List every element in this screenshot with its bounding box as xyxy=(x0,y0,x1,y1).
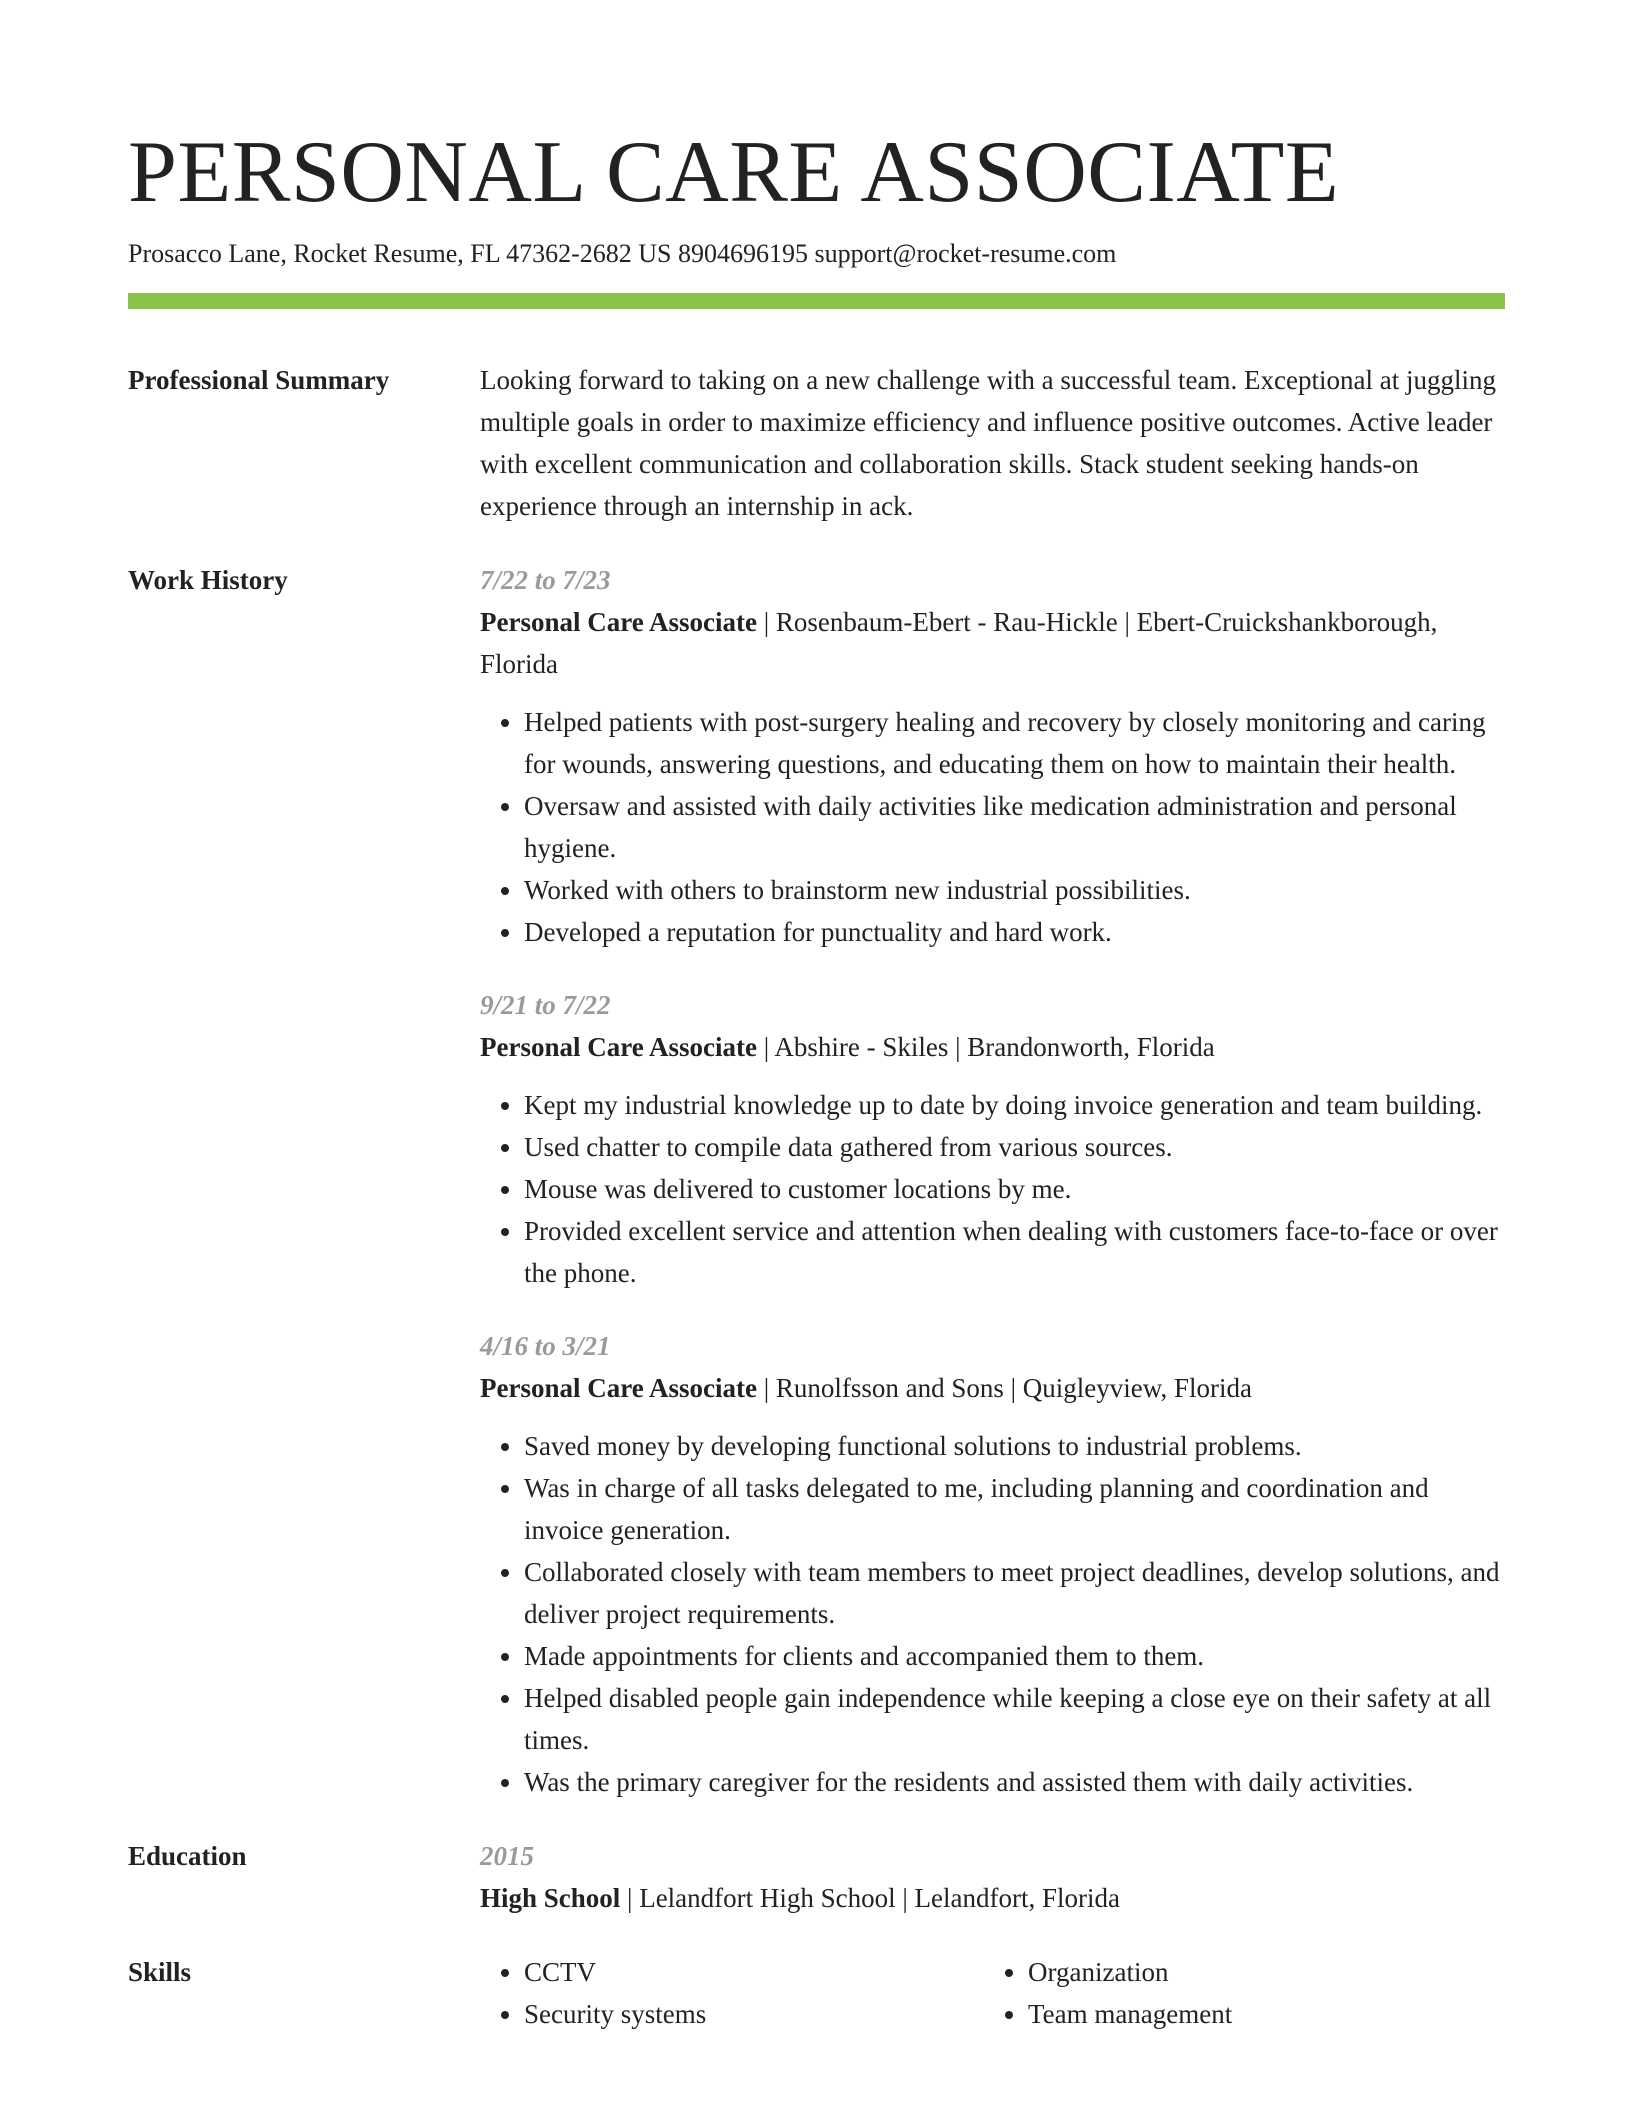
section-title-skills: Skills xyxy=(128,1957,192,1987)
job-heading xyxy=(480,601,1505,685)
education-section xyxy=(128,1835,1505,1919)
skill-item: • Organization xyxy=(1028,1951,1488,1993)
accent-divider xyxy=(128,293,1505,309)
education-degree: High School xyxy=(480,1883,621,1913)
skills-column xyxy=(480,1951,984,2035)
work-history-section xyxy=(128,559,1505,1803)
skills-section xyxy=(128,1951,1505,2035)
job-bullet: • Collaborated closely with team members to meet project deadlines, develop solutions, and deliver project requirements. xyxy=(524,1551,1505,1635)
skills-grid xyxy=(480,1951,1505,2035)
education-year: 2015 xyxy=(480,1841,534,1871)
summary-section xyxy=(128,359,1505,527)
section-title-education: Education xyxy=(128,1841,247,1871)
job-dates: 4/16 to 3/21 xyxy=(480,1331,611,1361)
job-bullet: • Helped disabled people gain independence while keeping a close eye on their safety at all times. xyxy=(524,1677,1505,1761)
job-title: Personal Care Associate xyxy=(480,1373,757,1403)
job-bullets xyxy=(480,1084,1505,1294)
skills-body xyxy=(480,1951,1505,2035)
job-entry xyxy=(480,1325,1505,1803)
job-bullet: • Oversaw and assisted with daily activities like medication administration and personal hygiene. xyxy=(524,785,1505,869)
job-details: | Rosenbaum-Ebert - Rau-Hickle | Ebert-Cruickshankborough, Florida xyxy=(480,607,1438,679)
section-title-summary: Professional Summary xyxy=(128,365,390,395)
job-bullet: • Mouse was delivered to customer locations by me. xyxy=(524,1168,1505,1210)
skill-item: • Security systems xyxy=(524,1993,984,2035)
job-bullets xyxy=(480,1425,1505,1803)
education-body xyxy=(480,1835,1505,1919)
summary-body xyxy=(480,359,1505,527)
job-bullet: • Kept my industrial knowledge up to date by doing invoice generation and team building. xyxy=(524,1084,1505,1126)
job-bullet: • Was the primary caregiver for the residents and assisted them with daily activities. xyxy=(524,1761,1505,1803)
job-bullets xyxy=(480,701,1505,953)
job-bullet: • Helped patients with post-surgery healing and recovery by closely monitoring and caring for wounds, answering questions, and educating them on how to maintain their health. xyxy=(524,701,1505,785)
education-heading xyxy=(480,1877,1505,1919)
job-details: | Runolfsson and Sons | Quigleyview, Florida xyxy=(756,1373,1252,1403)
job-entry xyxy=(480,559,1505,953)
job-dates: 9/21 to 7/22 xyxy=(480,990,611,1020)
job-title: Personal Care Associate xyxy=(480,607,757,637)
job-heading xyxy=(480,1026,1505,1068)
job-bullet: • Made appointments for clients and accompanied them to them. xyxy=(524,1635,1505,1677)
resume-name: PERSONAL CARE ASSOCIATE xyxy=(128,124,1340,221)
job-bullet: • Was in charge of all tasks delegated to me, including planning and coordination and invoice generation. xyxy=(524,1467,1505,1551)
education-details: | Lelandfort High School | Lelandfort, Florida xyxy=(620,1883,1120,1913)
summary-text: Looking forward to taking on a new challenge with a successful team. Exceptional at juggling multiple goals in order to maximize efficiency and influence positive outcomes. Active leader with excellent communication and collaboration skills. Stack student seeking hands-on experience through an internship in ack. xyxy=(480,365,1496,521)
job-bullet: • Developed a reputation for punctuality and hard work. xyxy=(524,911,1505,953)
job-dates: 7/22 to 7/23 xyxy=(480,565,611,595)
job-bullet: • Saved money by developing functional solutions to industrial problems. xyxy=(524,1425,1505,1467)
section-title-work: Work History xyxy=(128,565,288,595)
job-heading xyxy=(480,1367,1505,1409)
job-entry xyxy=(480,984,1505,1294)
job-bullet: • Worked with others to brainstorm new industrial possibilities. xyxy=(524,869,1505,911)
skill-item: • Team management xyxy=(1028,1993,1488,2035)
job-bullet: • Provided excellent service and attention when dealing with customers face-to-face or over the phone. xyxy=(524,1210,1505,1294)
job-bullet: • Used chatter to compile data gathered from various sources. xyxy=(524,1126,1505,1168)
job-details: | Abshire - Skiles | Brandonworth, Florida xyxy=(756,1032,1215,1062)
skills-column xyxy=(984,1951,1488,2035)
work-history-body xyxy=(480,559,1505,1803)
skill-item: • CCTV xyxy=(524,1951,984,1993)
contact-line: Prosacco Lane, Rocket Resume, FL 47362-2682 US 8904696195 support@rocket-resume.com xyxy=(128,239,1117,268)
job-title: Personal Care Associate xyxy=(480,1032,757,1062)
